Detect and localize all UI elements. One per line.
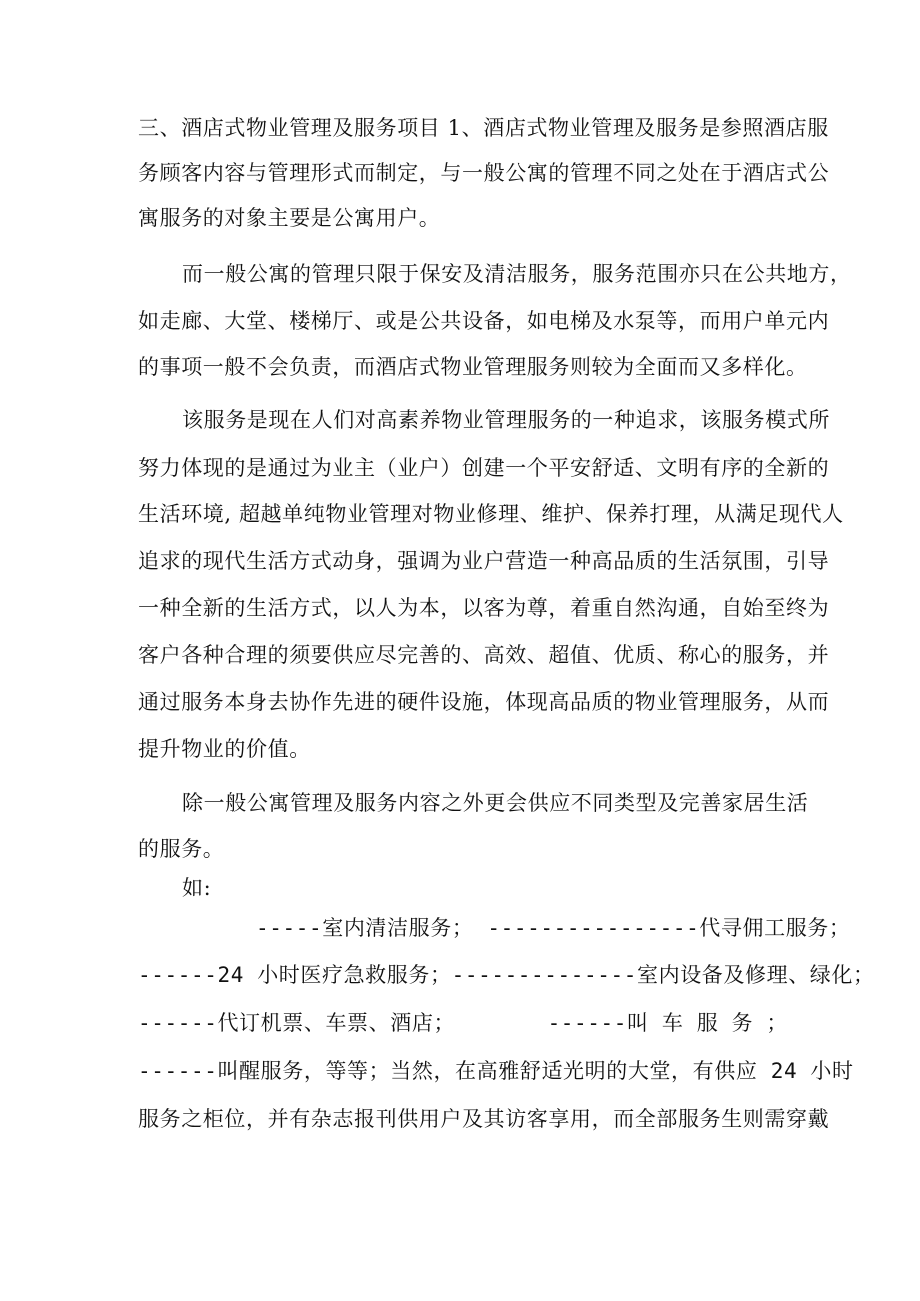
service-medical-emergency: ------24 小时医疗急救服务； (138, 963, 452, 987)
paragraph-3-line-4: 追求的现代生活方式动身，强调为业户营造一种高品质的生活氛围，引导 (138, 549, 830, 573)
service-row-2 (138, 960, 875, 990)
paragraph-3-line-3: 生活环境, 超越单纯物业管理对物业修理、维护、保养打理，从满足现代人 (138, 502, 844, 526)
service-row-4: ------叫醒服务，等等；当然，在高雅舒适光明的大堂，有供应 24 小时 (138, 1059, 854, 1083)
service-row-5: 服务之柜位，并有杂志报刊供用户及其访客享用，而全部服务生则需穿戴 (138, 1107, 830, 1131)
paragraph-1-line-3: 寓服务的对象主要是公寓用户。 (138, 206, 441, 230)
service-domestic-helper: ----------------代寻佣工服务； (487, 916, 851, 940)
paragraph-1-line-2: 务顾客内容与管理形式而制定，与一般公寓的管理不同之处在于酒店式公 (138, 161, 830, 185)
service-call-taxi: ------叫 车 服 务 ； (547, 1011, 788, 1035)
paragraph-2-line-2: 如走廊、大堂、楼梯厅、或是公共设备，如电梯及水泵等，而用户单元内 (138, 309, 830, 333)
service-row-3 (138, 1008, 788, 1038)
service-indoor-cleaning: -----室内清洁服务； (256, 916, 474, 940)
paragraph-2-line-3: 的事项一般不会负责，而酒店式物业管理服务则较为全面而又多样化。 (138, 355, 808, 379)
paragraph-3-line-6: 客户各种合理的须要供应尽完善的、高效、超值、优质、称心的服务，并 (138, 643, 830, 667)
list-intro: 如: (182, 876, 212, 900)
service-ticket-booking: ------代订机票、车票、酒店； (138, 1011, 456, 1035)
paragraph-3-line-5: 一种全新的生活方式，以人为本，以客为尊，着重自然沟通，自始至终为 (138, 596, 830, 620)
paragraph-3-line-2: 努力体现的是通过为业主（业户）创建一个平安舒适、文明有序的全新的 (138, 456, 830, 480)
paragraph-4-line-1: 除一般公寓管理及服务内容之外更会供应不同类型及完善家居生活 (182, 791, 809, 815)
paragraph-3-line-8: 提升物业的价值。 (138, 737, 311, 761)
paragraph-1-line-1: 三、酒店式物业管理及服务项目 1、酒店式物业管理及服务是参照酒店服 (138, 116, 829, 140)
paragraph-2-line-1: 而一般公寓的管理只限于保安及清洁服务，服务范围亦只在公共地方， (182, 262, 852, 286)
service-equipment-repair: --------------室内设备及修理、绿化； (451, 963, 875, 987)
paragraph-3-line-7: 通过服务本身去协作先进的硬件设施，体现高品质的物业管理服务，从而 (138, 690, 830, 714)
paragraph-4-line-2: 的服务。 (138, 837, 225, 861)
paragraph-3-line-1: 该服务是现在人们对高素养物业管理服务的一种追求，该服务模式所 (182, 408, 830, 432)
service-row-1 (256, 913, 851, 943)
